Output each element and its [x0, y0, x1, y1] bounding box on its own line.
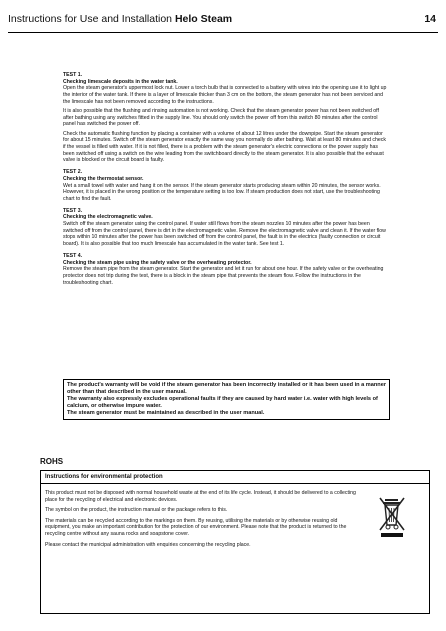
warranty-notice-box	[63, 379, 390, 420]
warranty-line-1: The product's warranty will be void if the steam generator has been incorrectly installed or it has been used in a manner other than that described in the user manual.	[67, 382, 387, 395]
env-para-2: The symbol on the product, the instruction manual or the package refers to this.	[45, 507, 228, 514]
header-title-text: Instructions for Use and Installation	[8, 13, 173, 25]
test-2-section	[63, 169, 388, 203]
env-para-1: This product must not be disposed with normal household waste at the end of its life cycle. Instead, it should be delivered to a collecting place for the recycling of electrical and electronic devices.	[45, 490, 356, 503]
env-para-4: Please contact the municipal administration with enquiries concerning the recycling place.	[45, 541, 251, 548]
test-3-section	[63, 208, 388, 248]
environmental-protection-text	[45, 490, 363, 552]
warranty-line-2: The warranty also expressly excludes operational faults if they are caused by hard water i.e. water with high levels of calcium, or otherwise impure water.	[67, 396, 378, 409]
rohs-label: ROHS	[40, 457, 64, 466]
test-1-para-2: It is also possible that the flushing and rinsing automation is not working. Check that the steam generator power has not been switched off after bathing using any switches fitted in the supply line. You should only switch the power off from this switch 80 minutes after the control panel has switched the power off.	[63, 108, 379, 128]
env-para-3: The materials can be recycled according to the markings on them. By reusing, utilising the materials or by otherwise reusing old equipment, you make an important contribution for the protection of our environment. Please note that the product is returned to the recycling centre without any sauna rocks and soapstone cover.	[45, 517, 347, 537]
test-sections	[63, 72, 388, 291]
test-3-title: Checking the electromagnetic valve.	[63, 214, 153, 221]
header-brand: Helo Steam	[174, 13, 233, 25]
test-4-section	[63, 253, 388, 287]
test-4-para-1: Remove the steam pipe from the steam generator. Start the generator and let it run for about one hour. If the safety valve or the overheating protector does not trip during the test, there is a block in the steam pipe that prevents the steam flow. Follow the instructions in the troubleshooting chart.	[63, 266, 384, 286]
test-4-title: Checking the steam pipe using the safety valve or the overheating protector.	[63, 259, 252, 266]
test-3-para-1: Switch off the steam generator using the control panel. If water still flows from the steam nozzles 10 minutes after the power has been switched off from the control panel, there is dirt in the electromagnetic valve. Remove the electromagnetic valve and clean it. If the water flow stops within 10 minutes after the power has been switched off from the control panel, the fault is in the electrics (faulty connection or circuit board). It is also possible that too much limescale has accumulated in the water tank. See test 1.	[63, 221, 386, 248]
test-1-section	[63, 72, 388, 164]
test-1-title: Checking limescale deposits in the water tank.	[63, 78, 178, 85]
test-2-title: Checking the thermostat sensor.	[63, 175, 144, 182]
test-1-para-3: Check the automatic flushing function by placing a container with a volume of about 12 litres under the downpipe. Start the steam generator for about 15 minutes. Switch off the steam generator exactly the same way you normally do after bathing. Wait at least 80 minutes and check if the vessel is filled with water. If it is not filled, there is a problem with the steam generator's electric connections or the power supply has been switched off using a switch on the wire leading from the switchboard directly to the steam generator. It is also possible that the exhaust valve is blocked or the circuit board is faulty.	[63, 130, 386, 164]
page-number: 14	[424, 13, 436, 25]
warranty-line-3: The steam generator must be maintained as described in the user manual.	[67, 410, 265, 416]
test-2-label: TEST 2.	[63, 169, 83, 176]
test-1-label: TEST 1.	[63, 72, 83, 78]
test-2-para-1: Wet a small towel with water and hang it on the sensor. If the steam generator starts producing steam within 20 minutes, the sensor works. However, it is placed in the wrong position or the temperature setting is too low. If steam production does not start, use the troubleshooting chart to find the fault.	[63, 182, 381, 202]
environmental-protection-heading: Instructions for environmental protection	[41, 471, 429, 484]
page-header	[8, 12, 438, 33]
test-1-para-1: Open the steam generator's uppermost lock nut. Lower a torch bulb that is connected to a battery with wires into the opening use it to light up the interior of the water tank. If there is a layer of limescale thicker than 3 cm on the bottom, the steam generator has not been serviced and the limescale has not been removed according to the instructions.	[63, 85, 387, 105]
environmental-protection-box	[40, 470, 430, 614]
test-3-label: TEST 3.	[63, 207, 83, 214]
header-title	[8, 13, 232, 25]
crossed-out-wheelie-bin-icon	[376, 495, 410, 539]
test-4-label: TEST 4.	[63, 252, 83, 259]
